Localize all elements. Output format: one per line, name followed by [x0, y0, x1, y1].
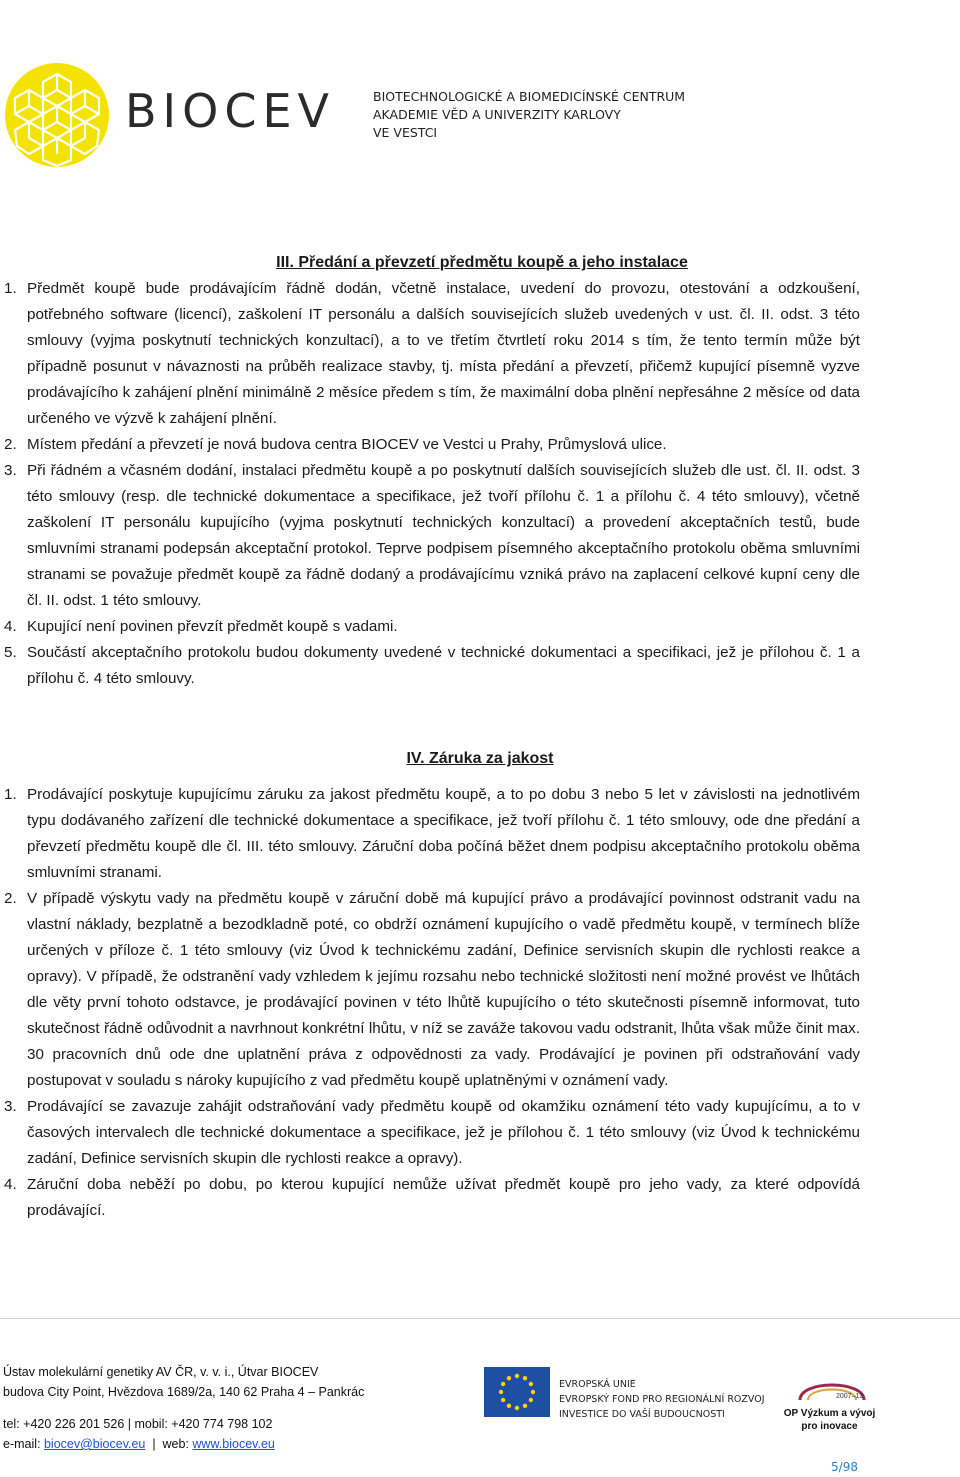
- item-text: Součástí akceptačního protokolu budou dokumenty uvedené v technické dokumentaci a specifikaci, jež je přílohou č. 1 a přílohu č. 4 této smlouvy.: [27, 644, 860, 687]
- section-title: IV. Záruka za jakost: [406, 750, 554, 767]
- op-line: OP Výzkum a vývoj: [783, 1408, 876, 1419]
- footer-phone: tel: +420 226 201 526 | mobil: +420 774 798 102: [3, 1417, 273, 1431]
- item-number: 5.: [4, 644, 17, 661]
- footer-divider: [0, 1318, 960, 1319]
- institution-line: BIOTECHNOLOGICKÉ A BIOMEDICÍNSKÉ CENTRUM: [373, 89, 686, 104]
- section-iv-list: [0, 782, 960, 1224]
- eu-star-icon: [501, 1382, 505, 1386]
- item-number: 2.: [4, 890, 17, 907]
- footer-address: budova City Point, Hvězdova 1689/2a, 140 62 Praha 4 – Pankrác: [3, 1385, 365, 1399]
- item-text: Při řádném a včasném dodání, instalaci předmětu koupě a po poskytnutí dalších souvisejících služeb dle ust. čl. II. odst. 3 této smlouvy (resp. dle technické dokumentace a specifikace, jež tvoří přílohu č. 1 a přílohu č. 4 této smlouvy), včetně zaškolení IT personálu kupujícího (vyjma poskytnutí technických konzultací) a provedení akceptačních testů, bude smluvními stranami podepsán akceptační protokol. Teprve podpisem písemného akceptačního protokolu oběma smluvními stranami se považuje předmět koupě za řádně dodaný a prodávajícímu vzniká právo na zaplacení celkové kupní ceny dle čl. II. odst. 1 této smlouvy.: [27, 462, 860, 609]
- eu-star-icon: [499, 1390, 503, 1394]
- eu-star-icon: [529, 1398, 533, 1402]
- list-item: [0, 614, 960, 640]
- item-text: Prodávající poskytuje kupujícímu záruku za jakost předmětu koupě, a to po dobu 3 nebo 5 let v závislosti na jednotlivém typu dodávaného zařízení dle technické dokumentace a specifikace, jež tvoří přílohu č. 1 této smlouvy, ode dne předání a převzetí předmětu koupě dle čl. III. této smlouvy. Záruční doba počíná běžet dnem podpisu akceptačního protokolu oběma smluvními stranami.: [27, 786, 860, 881]
- footer-org: Ústav molekulární genetiky AV ČR, v. v. i., Útvar BIOCEV: [3, 1365, 319, 1379]
- eu-line: INVESTICE DO VAŠÍ BUDOUCNOSTI: [559, 1409, 725, 1420]
- list-item: [0, 1094, 960, 1172]
- eu-star-icon: [523, 1376, 527, 1380]
- footer-email-web: [3, 1434, 364, 1454]
- op-line: pro inovace: [801, 1421, 858, 1432]
- email-link[interactable]: biocev@biocev.eu: [43, 1437, 146, 1451]
- list-item: [0, 886, 960, 1094]
- list-item: [0, 1172, 960, 1224]
- item-number: 1.: [4, 280, 17, 297]
- logo-wordmark: BIOCEV: [125, 84, 335, 138]
- eu-star-icon: [515, 1406, 519, 1410]
- list-item: [0, 432, 960, 458]
- email-label: e-mail:: [3, 1437, 44, 1451]
- eu-star-icon: [523, 1404, 527, 1408]
- item-number: 4.: [4, 618, 17, 635]
- item-number: 3.: [4, 1098, 17, 1115]
- item-number: 2.: [4, 436, 17, 453]
- item-number: 1.: [4, 786, 17, 803]
- list-item: [0, 276, 960, 432]
- section-iii: [0, 250, 960, 692]
- item-text: Prodávající se zavazuje zahájit odstraňování vady předmětu koupě od okamžiku oznámení této vady kupujícímu, a to v časových intervalech dle technické dokumentace a specifikace, jež je přílohou č. 1 této smlouvy (viz Úvod k technickému zadání, Definice servisních skupin dle rychlosti reakce a opravy).: [27, 1098, 860, 1167]
- item-text: V případě výskytu vady na předmětu koupě v záruční době má kupující právo a prodávající povinnost odstranit vadu na vlastní náklady, bezplatně a bezodkladně poté, co obdrží oznámení kupujícího o vadě předmětu koupě, v termínech blíže určených v příloze č. 1 této smlouvy (viz Úvod k technickému zadání, Definice servisních skupin dle rychlosti reakce a opravy). V případě, že odstranění vady vzhledem k jejímu rozsahu nebo technické složitosti není možné provést ve lhůtách dle věty první tohoto odstavce, je prodávající povinen v této lhůtě kupujícího o této skutečnosti písemně informovat, tuto skutečnost řádně odůvodnit a navrhnout konkrétní lhůtu, v níž se zaváže takovou vadu odstranit, lhůta však může činit max. 30 pracovních dnů ode dne uplatnění práva z odpovědnosti za vady. Prodávající je povinen při odstraňování vady postupovat v souladu s nároky kupujícího z vad předmětu koupě uplatněnými v oznámení vady.: [27, 890, 860, 1089]
- op-logo-text: [772, 1407, 887, 1433]
- item-text: Místem předání a převzetí je nová budova centra BIOCEV ve Vestci u Prahy, Průmyslová ulice.: [27, 436, 667, 453]
- web-link[interactable]: www.biocev.eu: [192, 1437, 275, 1451]
- section-iii-list: [0, 276, 960, 692]
- eu-star-icon: [507, 1404, 511, 1408]
- eu-star-icon: [529, 1382, 533, 1386]
- op-years: 2007–13: [836, 1393, 864, 1400]
- page-number: 5/98: [831, 1460, 858, 1474]
- footer-contact: [3, 1362, 364, 1454]
- institution-line: VE VESTCI: [373, 125, 438, 140]
- eu-fund-text: [559, 1377, 765, 1422]
- page-header: [0, 0, 960, 180]
- item-text: Předmět koupě bude prodávajícím řádně dodán, včetně instalace, uvedení do provozu, otestování a odzkoušení, potřebného software (licencí), zaškolení IT personálu a dalších souvisejících služeb uvedených v ust. čl. II. odst. 3 této smlouvy (vyjma poskytnutí technických konzultací), a to ve třetím čtvrtletí roku 2014 s tím, že tento termín může být případně posunut v návaznosti na průběh realizace stavby, tj. místa předání a převzetí, přičemž kupující písemně vyzve prodávajícího k zahájení plnění minimálně 2 měsíce předem s tím, že maximální doba plnění nepřesáhne 2 měsíce od data určeného ve výzvě k zahájení plnění.: [27, 280, 860, 427]
- item-number: 3.: [4, 462, 17, 479]
- item-number: 4.: [4, 1176, 17, 1193]
- document-body: [0, 250, 960, 1219]
- list-item: [0, 640, 960, 692]
- item-text: Kupující není povinen převzít předmět koupě s vadami.: [27, 618, 398, 635]
- section-title: III. Předání a převzetí předmětu koupě a jeho instalace: [276, 254, 688, 271]
- eu-star-icon: [507, 1376, 511, 1380]
- institution-name: [373, 88, 685, 142]
- eu-star-icon: [515, 1374, 519, 1378]
- list-item: [0, 782, 960, 886]
- section-iv: [0, 746, 960, 1224]
- eu-star-icon: [501, 1398, 505, 1402]
- institution-line: AKADEMIE VĚD A UNIVERZITY KARLOVY: [373, 107, 621, 122]
- eu-line: EVROPSKÝ FOND PRO REGIONÁLNÍ ROZVOJ: [559, 1394, 765, 1405]
- item-text: Záruční doba neběží po dobu, po kterou kupující nemůže užívat předmět koupě pro jeho vady, za které odpovídá prodávající.: [27, 1176, 860, 1219]
- eu-line: EVROPSKÁ UNIE: [559, 1379, 636, 1390]
- eu-star-icon: [531, 1390, 535, 1394]
- eu-flag-icon: [484, 1367, 550, 1417]
- biocev-logo-icon: [4, 62, 110, 168]
- list-item: [0, 458, 960, 614]
- web-label: | web:: [145, 1437, 193, 1451]
